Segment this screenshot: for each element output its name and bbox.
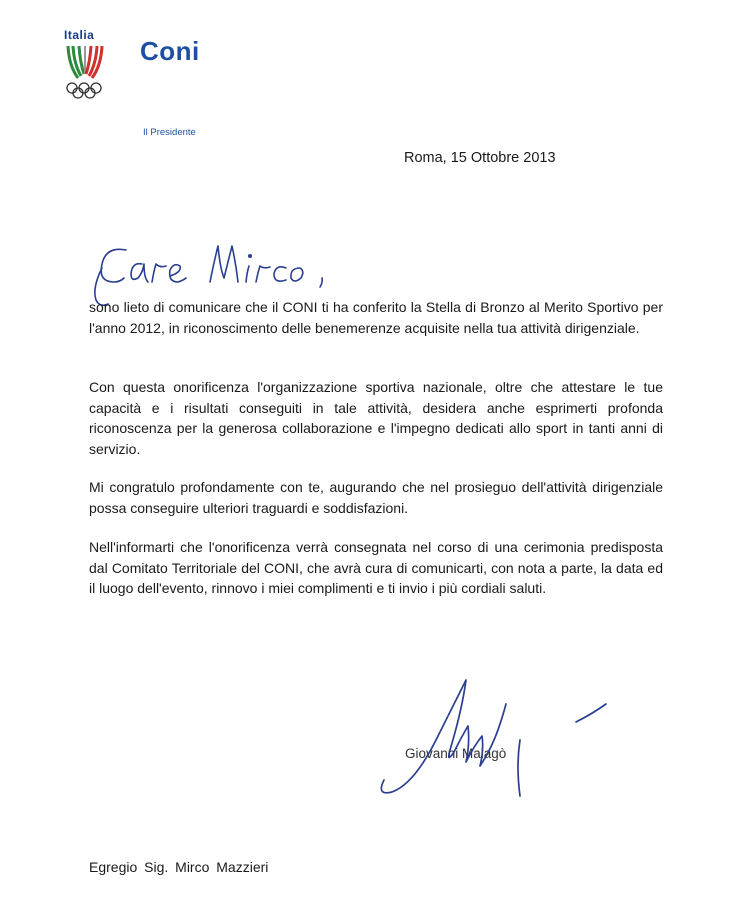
logo-italia-text: Italia <box>64 28 95 42</box>
paragraph-2: Con questa onorificenza l'organizzazione sportiva nazionale, oltre che attestare le tue capacità e i risultati conseguiti in tale attività, desidera anche esprimerti profonda riconoscenza per la generosa collaborazione e l'impegno dedicati allo sport in tanti anni di servizio. <box>89 379 663 457</box>
logo-emblem-icon <box>60 28 110 106</box>
paragraph-1: sono lieto di comunicare che il CONI ti ha conferito la Stella di Bronzo al Merito Sportivo per l'anno 2012, in riconoscimento delle benemerenze acquisite nella tua attività dirigenziale. <box>89 299 663 336</box>
recipient: Egregio Sig. Mirco Mazzieri <box>89 859 269 875</box>
letter-date: Roma, 15 Ottobre 2013 <box>404 150 556 166</box>
signer-name: Giovanni Malagò <box>405 746 507 761</box>
paragraph-4: Nell'informarti che l'onorificenza verrà consegnata nel corso di una cerimonia predisposta dal Comitato Territoriale del CONI, che avrà cura di comunicarti, con nota a parte, la data ed il luogo dell'evento, rinnovo i miei complimenti e ti invio i più cordiali saluti. <box>89 539 663 596</box>
paragraph-3: Mi congratulo profondamente con te, augurando che nel prosieguo dell'attività dirigenziale possa conseguire ulteriori traguardi e soddisfazioni. <box>89 479 663 516</box>
signature <box>370 670 620 810</box>
coni-logo <box>60 28 110 106</box>
sender-role: Il Presidente <box>143 127 196 138</box>
brand-name: Coni <box>140 36 200 66</box>
